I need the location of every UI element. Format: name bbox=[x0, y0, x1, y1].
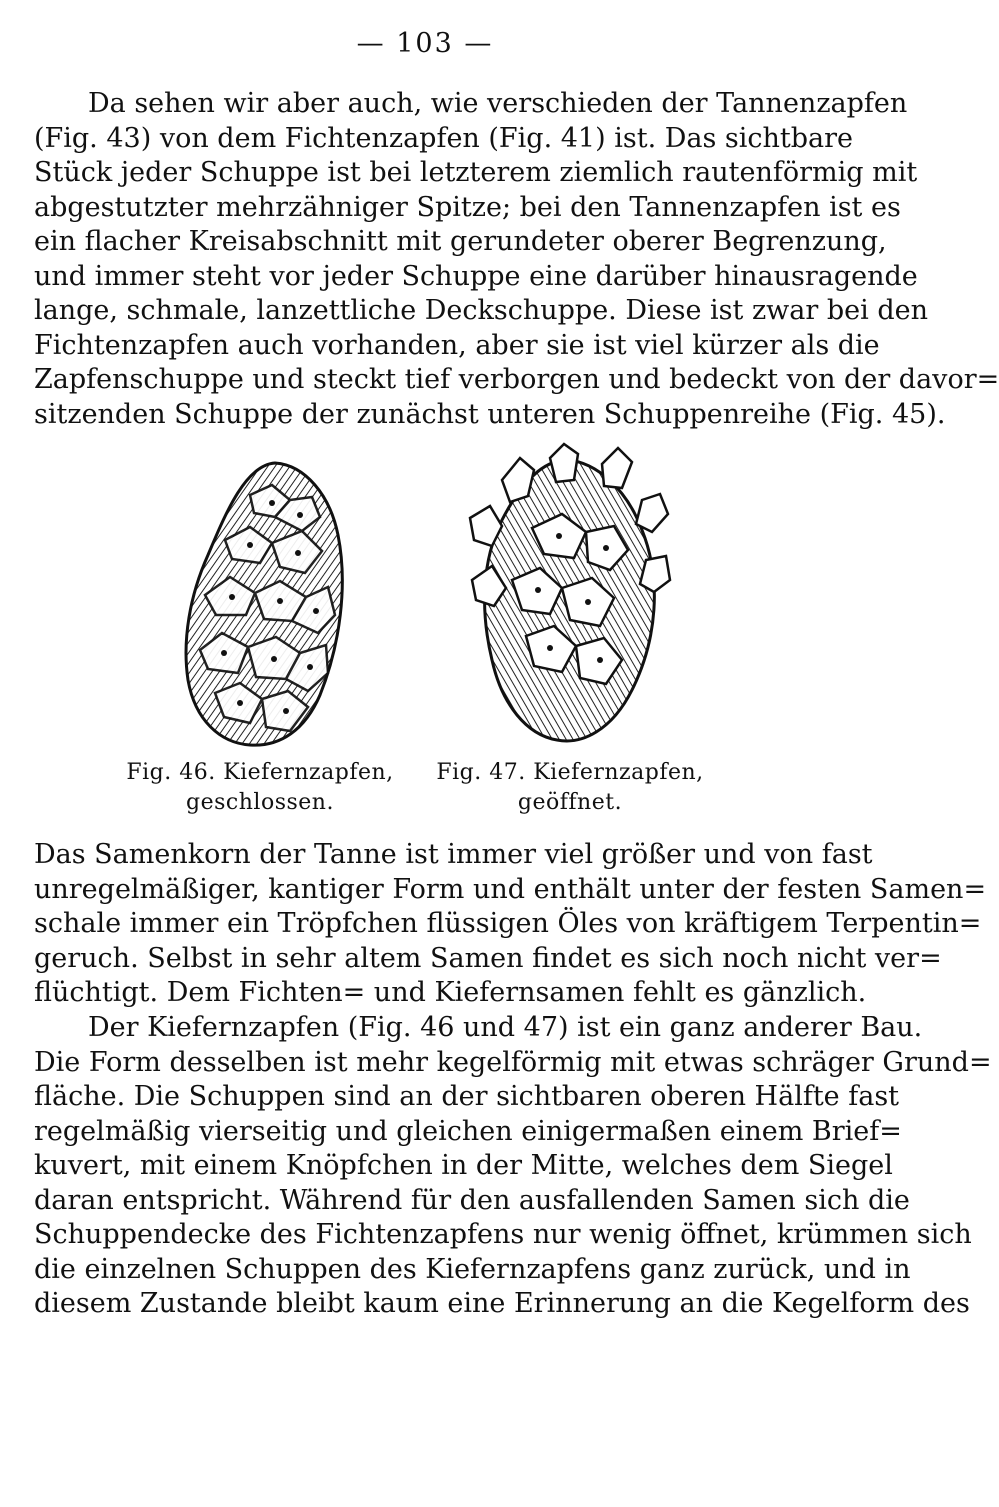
text-line: (Fig. 43) von dem Fichtenzapfen (Fig. 41) ist. Das sichtbare bbox=[34, 122, 854, 154]
text-line: Fichtenzapfen auch vorhanden, aber sie ist viel kürzer als die bbox=[34, 329, 880, 361]
text-line: schale immer ein Tröpfchen flüssigen Öles von kräftigem Terpentin= bbox=[34, 908, 982, 939]
figure-46-caption bbox=[125, 758, 395, 818]
figure-46-closed-pine-cone bbox=[180, 455, 355, 755]
text-line: Zapfenschuppe und steckt tief verborgen und bedeckt von der davor= bbox=[34, 364, 999, 395]
text-line: lange, schmale, lanzettliche Deckschuppe. Diese ist zwar bei den bbox=[34, 295, 928, 326]
figure-47-caption bbox=[435, 758, 705, 818]
text-line: ein flacher Kreisabschnitt mit gerundeter oberer Begrenzung, bbox=[34, 226, 887, 257]
text-line: abgestutzter mehrzähniger Spitze; bei den Tannenzapfen ist es bbox=[34, 191, 901, 223]
text-line: Die Form desselben ist mehr kegelförmig mit etwas schräger Grund= bbox=[34, 1046, 992, 1078]
opened-pine-cone-illustration bbox=[462, 440, 677, 750]
text-line: fläche. Die Schuppen sind an der sichtbaren oberen Hälfte fast bbox=[34, 1081, 900, 1112]
caption-line: geöffnet. bbox=[517, 790, 623, 815]
text-line: die einzelnen Schuppen des Kiefernzapfens ganz zurück, und in bbox=[34, 1253, 911, 1285]
closed-pine-cone-illustration bbox=[180, 455, 355, 755]
paragraph-3 bbox=[34, 1011, 992, 1322]
paragraph-1 bbox=[34, 87, 999, 432]
text-line: daran entspricht. Während für den ausfallenden Samen sich die bbox=[34, 1184, 910, 1216]
text-line: und immer steht vor jeder Schuppe eine darüber hinausragende bbox=[34, 260, 918, 292]
text-line: Da sehen wir aber auch, wie verschieden der Tannenzapfen bbox=[88, 88, 908, 119]
text-line: geruch. Selbst in sehr altem Samen findet es sich noch nicht ver= bbox=[34, 942, 942, 974]
text-line: Der Kiefernzapfen (Fig. 46 und 47) ist ein ganz anderer Bau. bbox=[88, 1012, 923, 1043]
text-line: Stück jeder Schuppe ist bei letzterem ziemlich rautenförmig mit bbox=[34, 157, 918, 188]
text-line: flüchtigt. Dem Fichten= und Kiefernsamen fehlt es gänzlich. bbox=[34, 977, 867, 1008]
figure-47-opened-pine-cone bbox=[462, 440, 677, 750]
caption-line: Fig. 46. Kiefernzapfen, bbox=[126, 760, 394, 785]
page-number: — 103 — bbox=[356, 28, 494, 59]
text-line: diesem Zustande bleibt kaum eine Erinnerung an die Kegelform des bbox=[34, 1288, 970, 1319]
text-line: regelmäßig vierseitig und gleichen einigermaßen einem Brief= bbox=[34, 1115, 902, 1147]
text-line: Schuppendecke des Fichtenzapfens nur wenig öffnet, krümmen sich bbox=[34, 1219, 972, 1250]
text-line: unregelmäßiger, kantiger Form und enthält unter der festen Samen= bbox=[34, 873, 987, 905]
caption-line: geschlossen. bbox=[186, 790, 334, 815]
text-line: Das Samenkorn der Tanne ist immer viel größer und von fast bbox=[34, 839, 873, 870]
text-line: sitzenden Schuppe der zunächst unteren Schuppenreihe (Fig. 45). bbox=[34, 398, 946, 430]
caption-line: Fig. 47. Kiefernzapfen, bbox=[436, 760, 704, 785]
text-line: kuvert, mit einem Knöpfchen in der Mitte, welches dem Siegel bbox=[34, 1150, 893, 1181]
paragraph-2 bbox=[34, 838, 987, 1011]
